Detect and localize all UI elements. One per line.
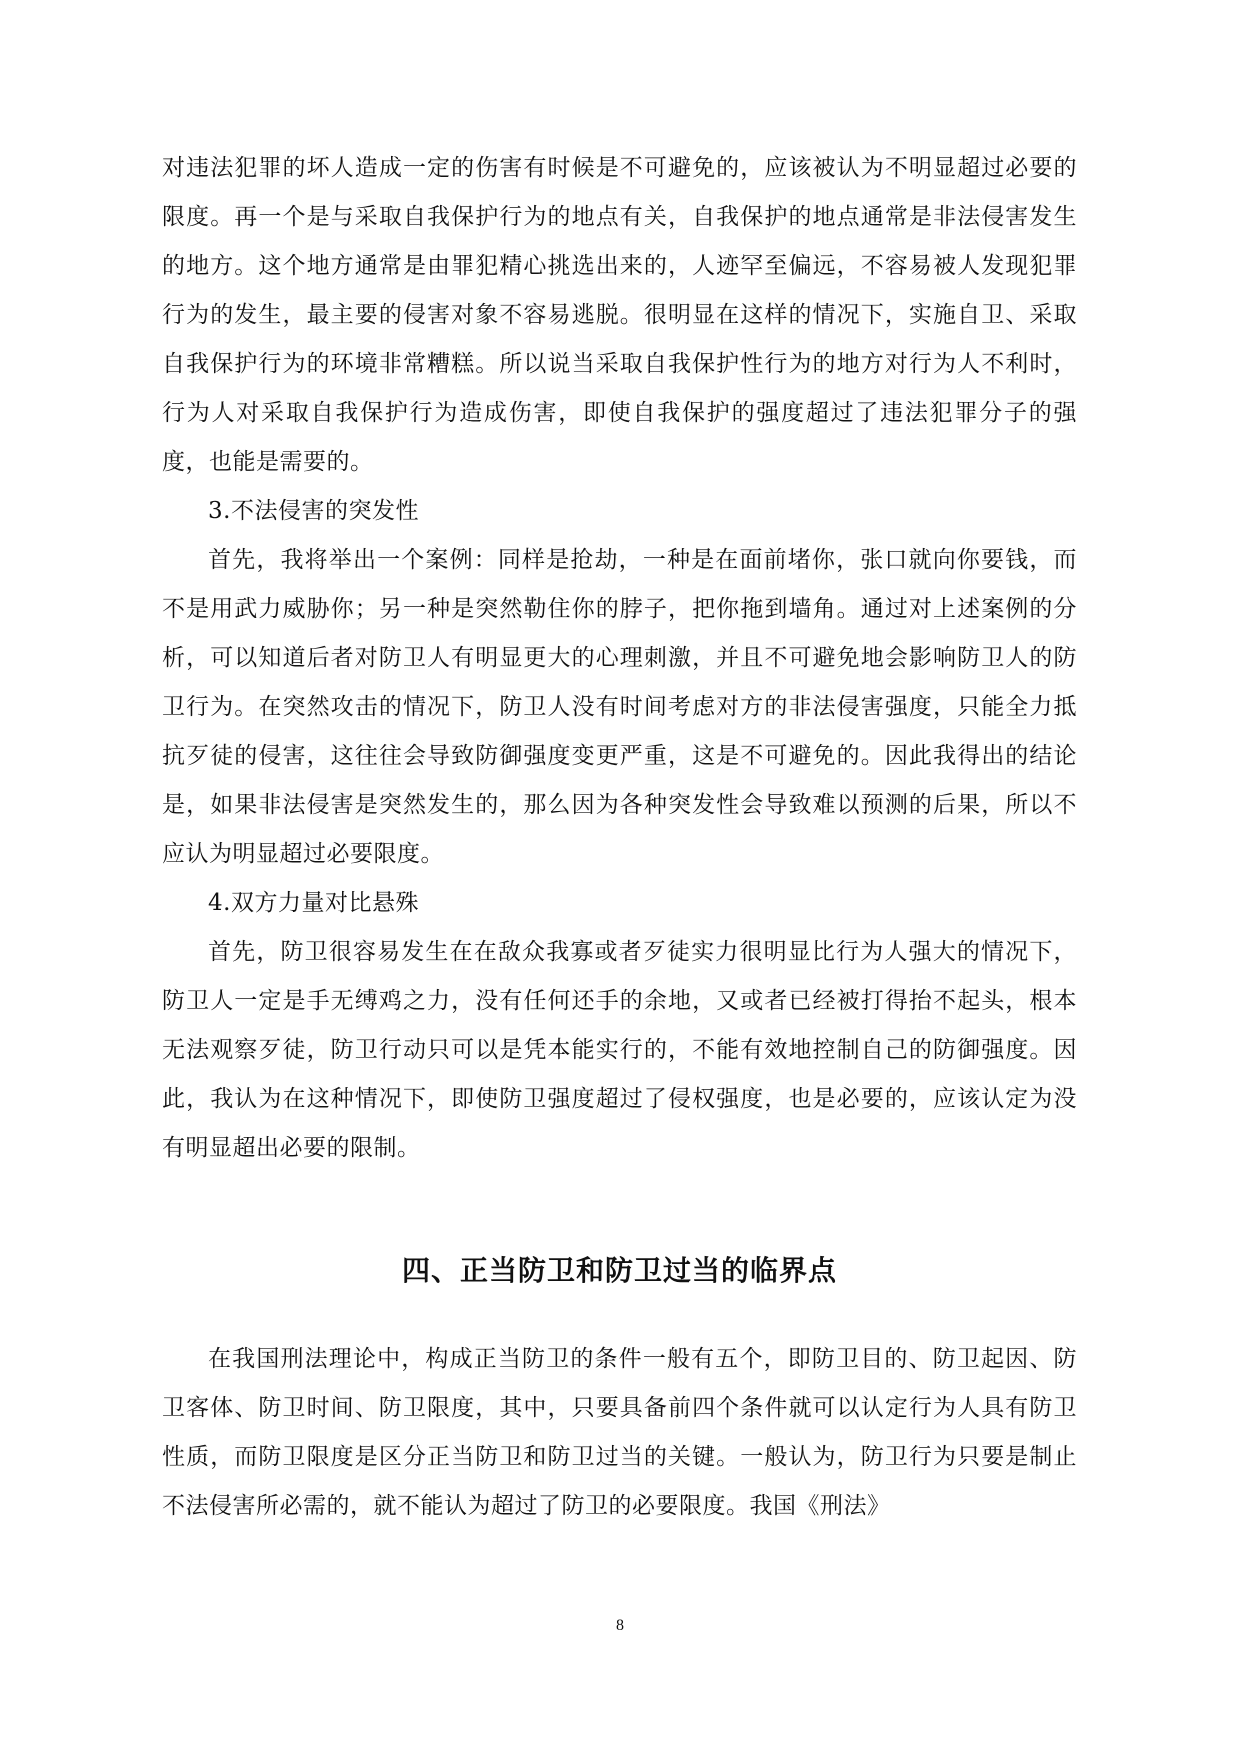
body-paragraph: 首先，防卫很容易发生在在敌众我寡或者歹徒实力很明显比行为人强大的情况下，防卫人一定是手无缚鸡之力，没有任何还手的余地，又或者已经被打得抬不起头，根本无法观察歹徒，防卫行动只可以是凭本能实行的，不能有效地控制自己的防御强度。因此，我认为在这种情况下，即使防卫强度超过了侵权强度，也是必要的，应该认定为没有明显超出必要的限制。: [162, 939, 1077, 1161]
section-paragraph: 在我国刑法理论中，构成正当防卫的条件一般有五个，即防卫目的、防卫起因、防卫客体、防卫时间、防卫限度，其中，只要具备前四个条件就可以认定行为人具有防卫性质，而防卫限度是区分正当防卫和防卫过当的关键。一般认为，防卫行为只要是制止不法侵害所必需的，就不能认为超过了防卫的必要限度。我国《刑法》: [162, 1346, 1077, 1519]
page-number: 8: [616, 1617, 624, 1634]
section-heading: 四、正当防卫和防卫过当的临界点: [401, 1254, 837, 1287]
body-paragraph: 首先，我将举出一个案例：同样是抢劫，一种是在面前堵你，张口就向你要钱，而不是用武力威胁你；另一种是突然勒住你的脖子，把你拖到墙角。通过对上述案例的分析，可以知道后者对防卫人有明显更大的心理刺激，并且不可避免地会影响防卫人的防卫行为。在突然攻击的情况下，防卫人没有时间考虑对方的非法侵害强度，只能全力抵抗歹徒的侵害，这往往会导致防御强度变更严重，这是不可避免的。因此我得出的结论是，如果非法侵害是突然发生的，那么因为各种突发性会导致难以预测的后果，所以不应认为明显超过必要限度。: [162, 547, 1077, 867]
subsection-heading-3: 3.不法侵害的突发性: [208, 498, 419, 524]
body-paragraph-continued: 对违法犯罪的坏人造成一定的伤害有时候是不可避免的，应该被认为不明显超过必要的限度。再一个是与采取自我保护行为的地点有关，自我保护的地点通常是非法侵害发生的地方。这个地方通常是由罪犯精心挑选出来的，人迹罕至偏远，不容易被人发现犯罪行为的发生，最主要的侵害对象不容易逃脱。很明显在这样的情况下，实施自卫、采取自我保护行为的环境非常糟糕。所以说当采取自我保护性行为的地方对行为人不利时，行为人对采取自我保护行为造成伤害，即使自我保护的强度超过了违法犯罪分子的强度，也能是需要的。: [162, 155, 1077, 475]
page-content: [162, 144, 1077, 1531]
subsection-heading-4: 4.双方力量对比悬殊: [208, 890, 419, 916]
